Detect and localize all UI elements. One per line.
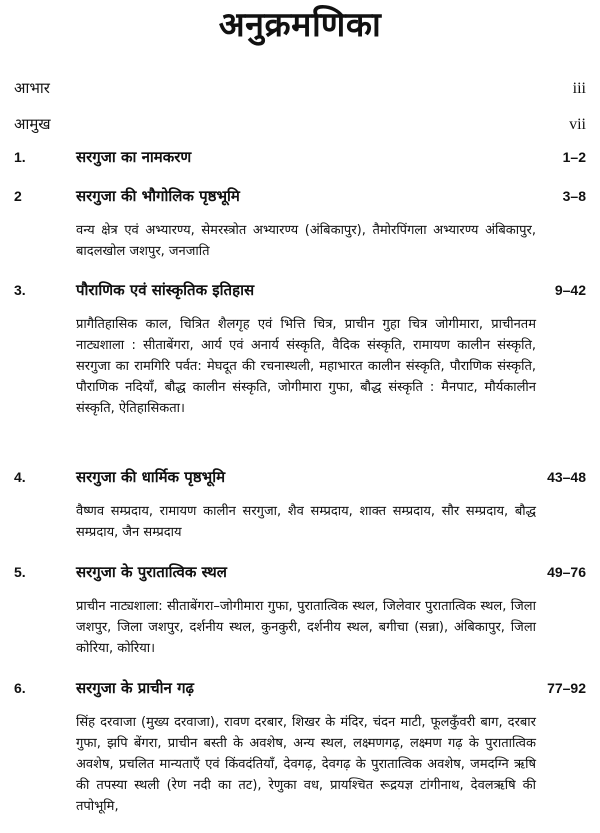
toc-chapter-1 (14, 147, 586, 171)
chapter-number: 3. (14, 282, 26, 298)
chapter-subtopics: प्राचीन नाट्यशाला: सीताबेंगरा–जोगीमारा गुफा, पुरातात्विक स्थल, जिलेवार पुरातात्विक स्थल, जिला जशपुर, जिला जशपुर, दर्शनीय स्थल, कुनकुरी, दर्शनीय स्थल, बगीचा (सन्ना), अंबिकापुर, जिला कोरिया, कोरिया। (76, 599, 536, 656)
chapter-number: 2 (14, 188, 22, 204)
toc-chapter-3 (14, 280, 586, 419)
page-title: अनुक्रमणिका (218, 5, 382, 45)
chapter-number: 6. (14, 680, 26, 696)
chapter-pages: 1–2 (562, 149, 586, 165)
chapter-title: सरगुजा की भौगोलिक पृष्ठभूमि (76, 187, 240, 205)
entry-label: आमुख (14, 115, 51, 133)
chapter-title: सरगुजा की धार्मिक पृष्ठभूमि (76, 468, 226, 486)
toc-chapter-2 (14, 186, 586, 262)
entry-pages: iii (572, 80, 586, 97)
chapter-title: सरगुजा के प्राचीन गढ़ (76, 679, 194, 697)
chapter-title: सरगुजा के पुरातात्विक स्थल (76, 563, 227, 581)
chapter-title: सरगुजा का नामकरण (76, 148, 192, 166)
chapter-number: 5. (14, 564, 26, 580)
chapter-pages: 77–92 (547, 680, 586, 696)
toc-chapter-5 (14, 562, 586, 659)
chapter-subtopics: प्रागैतिहासिक काल, चित्रित शैलगृह एवं भित्ति चित्र, प्राचीन गुहा चित्र जोगीमारा, प्राचीनतम नाट्यशाला : सीताबेंगरा, आर्य एवं अनार्य संस्कृति, वैदिक संस्कृति, रामायण कालीन संस्कृति, सरगुजा का रामगिरि पर्वत: मेघदूत की रचनास्थली, महाभारत कालीन संस्कृति, पौराणिक संस्कृति, पौराणिक नदियाँ, बौद्ध कालीन संस्कृति, जोगीमारा गुफा, बौद्ध संस्कृति : मैनपाट, मौर्यकालीन संस्कृति, ऐतिहासिकता। (76, 317, 536, 416)
chapter-number: 4. (14, 469, 26, 485)
toc-chapter-6 (14, 678, 586, 817)
entry-pages: vii (569, 116, 586, 133)
chapter-pages: 49–76 (547, 564, 586, 580)
chapter-number: 1. (14, 149, 26, 165)
chapter-subtopics: वैष्णव सम्प्रदाय, रामायण कालीन सरगुजा, शैव सम्प्रदाय, शाक्त सम्प्रदाय, सौर सम्प्रदाय, बौद्ध सम्प्रदाय, जैन सम्प्रदाय (76, 504, 536, 540)
entry-label: आभार (14, 79, 50, 97)
toc-entry-preface (14, 114, 586, 134)
toc-entry-acknowledgement (14, 78, 586, 98)
chapter-pages: 3–8 (562, 188, 586, 204)
chapter-pages: 43–48 (547, 469, 586, 485)
toc-chapter-4 (14, 467, 586, 543)
chapter-pages: 9–42 (554, 282, 586, 298)
chapter-subtopics: वन्य क्षेत्र एवं अभ्यारण्य, सेमरस्त्रोत अभ्यारण्य (अंबिकापुर), तैमोरपिंगला अभ्यारण्य अंबिकापुर, बादलखोल जशपुर, जनजाति (76, 223, 536, 259)
chapter-subtopics: सिंह दरवाजा (मुख्य दरवाजा), रावण दरबार, शिखर के मंदिर, चंदन माटी, फूलकुँवरी बाग, दरबार गुफा, झपि बेंगरा, प्राचीन बस्ती के अवशेष, अन्य स्थल, लक्ष्मणगढ़, लक्ष्मण गढ़ के पुरातात्विक अवशेष, प्रचलित मान्यताएँ एवं किंवदंतियाँ, देवगढ़, देवगढ़ के पुरातात्विक अवशेष, जमदग्नि ऋषि की तपस्या स्थली (रेण नदी का तट), रेणुका वध, प्रायश्चित रूद्रयज्ञ टांगीनाथ, देवलऋषि की तपोभूमि, (76, 715, 536, 814)
chapter-title: पौराणिक एवं सांस्कृतिक इतिहास (76, 281, 255, 299)
